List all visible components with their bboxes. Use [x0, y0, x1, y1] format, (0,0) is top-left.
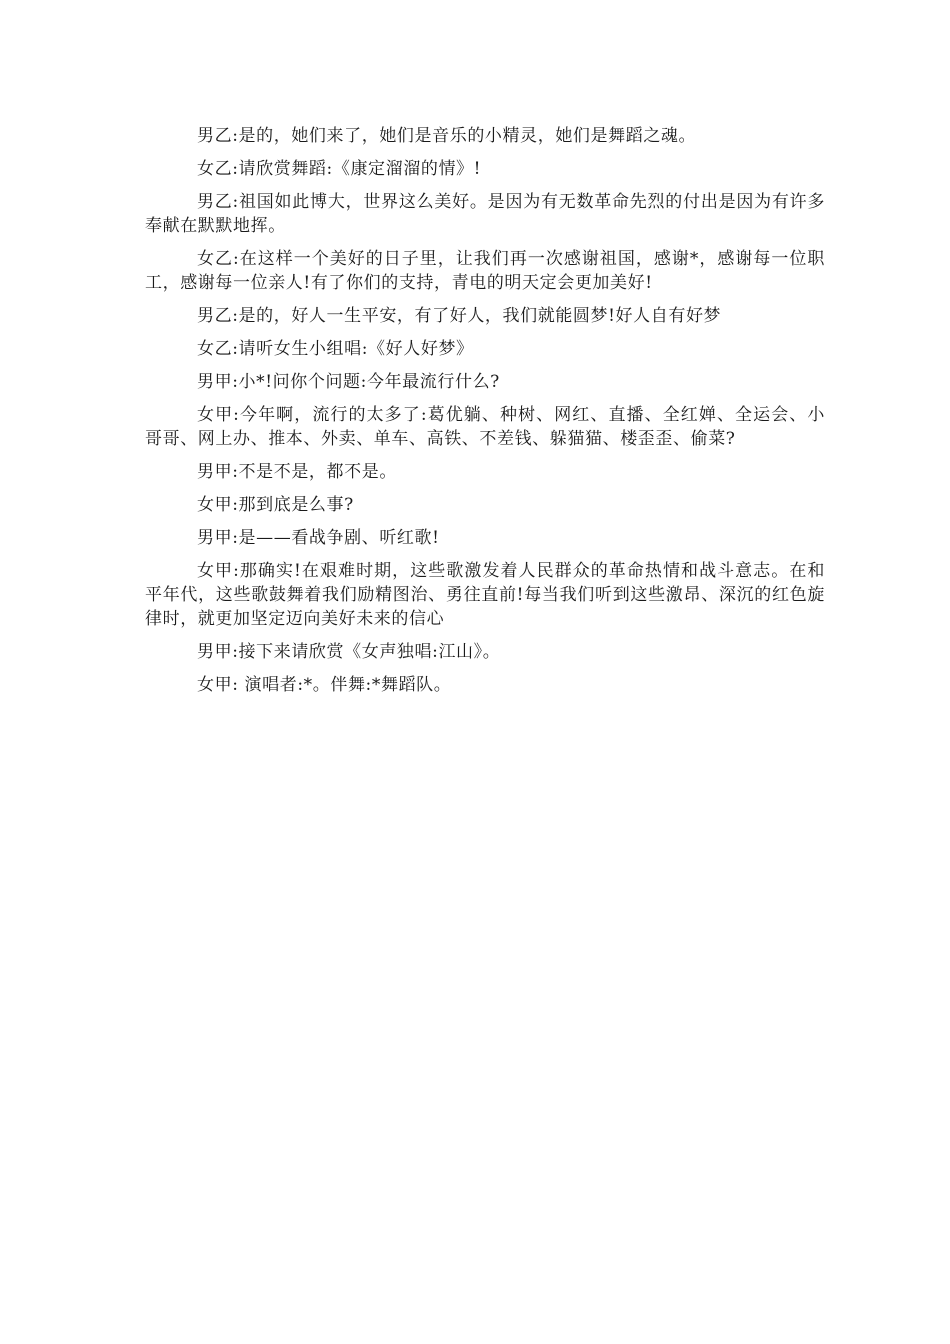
paragraph: 男甲:不是不是，都不是。 [197, 462, 397, 482]
document-body [145, 124, 825, 706]
paragraph: 女乙:请欣赏舞蹈:《康定溜溜的情》! [197, 159, 482, 179]
paragraph: 女甲: 演唱者:*。伴舞:*舞蹈队。 [197, 675, 452, 695]
paragraph: 女乙:请听女生小组唱:《好人好梦》 [197, 339, 474, 359]
paragraph: 女甲:今年啊，流行的太多了:葛优躺、种树、网红、直播、全红婵、全运会、小哥哥、网上办、推本、外卖、单车、高铁、不差钱、躲猫猫、楼歪歪、偷菜? [145, 405, 825, 449]
paragraph: 男甲:小*!问你个问题:今年最流行什么? [197, 372, 500, 392]
paragraph: 男甲:接下来请欣赏《女声独唱:江山》。 [197, 642, 501, 662]
paragraph: 女甲:那确实!在艰难时期，这些歌激发着人民群众的革命热情和战斗意志。在和平年代，这些歌鼓舞着我们励精图治、勇往直前!每当我们听到这些激昂、深沉的红色旋律时，就更加坚定迈向美好未来的信心 [145, 561, 825, 629]
paragraph: 男乙:祖国如此博大，世界这么美好。是因为有无数革命先烈的付出是因为有许多奉献在默默地挥。 [145, 192, 825, 236]
paragraph: 男乙:是的，她们来了，她们是音乐的小精灵，她们是舞蹈之魂。 [197, 126, 697, 146]
paragraph: 女乙:在这样一个美好的日子里，让我们再一次感谢祖国，感谢*，感谢每一位职工，感谢每一位亲人!有了你们的支持，青电的明天定会更加美好! [145, 249, 825, 293]
paragraph: 男乙:是的，好人一生平安，有了好人，我们就能圆梦!好人自有好梦 [197, 306, 722, 326]
paragraph: 男甲:是——看战争剧、听红歌! [197, 528, 440, 548]
paragraph: 女甲:那到底是么事? [197, 495, 354, 515]
